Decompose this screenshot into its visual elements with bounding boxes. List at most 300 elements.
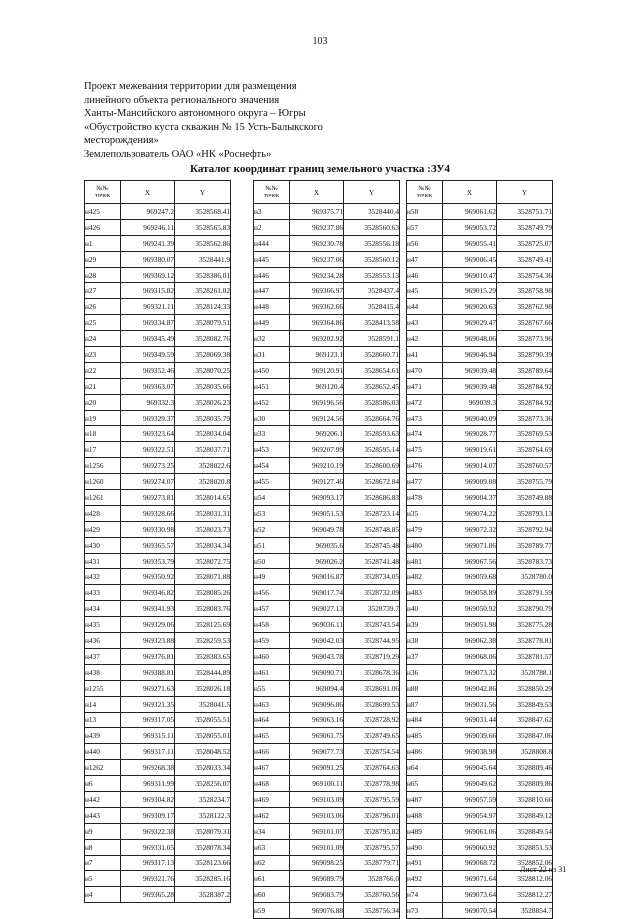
x-coordinate-cell: 969311.99 [121, 776, 175, 792]
x-coordinate-cell: 969068.72 [443, 855, 497, 871]
table-row [407, 331, 553, 347]
x-coordinate-cell: 969059.68 [443, 569, 497, 585]
point-name-cell: н460 [254, 648, 290, 664]
x-coordinate-cell: 969046.94 [443, 347, 497, 363]
point-name-cell: н447 [254, 283, 290, 299]
x-coordinate-cell: 969077.73 [290, 744, 344, 760]
point-name-cell: н452 [254, 394, 290, 410]
table-row [407, 744, 553, 760]
table-row [254, 410, 400, 426]
table-row [407, 442, 553, 458]
y-coordinate-cell: 3528755.79 [497, 474, 553, 490]
table-row [254, 474, 400, 490]
x-coordinate-cell: 969049.78 [290, 521, 344, 537]
y-coordinate-cell: 3528847.62 [497, 712, 553, 728]
x-coordinate-cell: 969230.78 [290, 235, 344, 251]
x-coordinate-cell: 969341.93 [121, 601, 175, 617]
table-row [254, 617, 400, 633]
table-row [85, 601, 231, 617]
point-name-cell: н32 [254, 331, 290, 347]
point-name-cell: н477 [407, 474, 443, 490]
header-line: Ханты-Мансийского автономного округа – Югры [84, 108, 306, 120]
x-coordinate-cell: 969363.07 [121, 378, 175, 394]
y-coordinate-cell: 3528809.86 [497, 776, 553, 792]
y-coordinate-cell: 3528591.1 [344, 331, 400, 347]
y-coordinate-cell: 3528743.54 [344, 617, 400, 633]
x-coordinate-cell: 969014.07 [443, 458, 497, 474]
table-row [407, 251, 553, 267]
table-row [85, 728, 231, 744]
table-row [254, 362, 400, 378]
x-coordinate-cell: 969202.92 [290, 331, 344, 347]
point-name-cell: н57 [407, 219, 443, 235]
y-coordinate-cell: 3528070.25 [175, 362, 231, 378]
table-row [407, 617, 553, 633]
x-coordinate-cell: 969015.29 [443, 283, 497, 299]
y-coordinate-cell: 3528562.86 [175, 235, 231, 251]
y-coordinate-cell: 3528082.76 [175, 331, 231, 347]
y-coordinate-cell: 3528760.57 [497, 458, 553, 474]
x-coordinate-cell: 969237.06 [290, 251, 344, 267]
y-coordinate-cell: 3528048.52 [175, 744, 231, 760]
y-coordinate-cell: 3528788.1 [497, 664, 553, 680]
x-coordinate-cell: 969317.13 [121, 855, 175, 871]
column-header-y: Y [175, 181, 231, 204]
point-name-cell: н14 [85, 696, 121, 712]
point-name-cell: н487 [407, 791, 443, 807]
x-coordinate-cell: 969061.06 [443, 823, 497, 839]
y-coordinate-cell: 3528660.71 [344, 347, 400, 363]
point-name-cell: н473 [407, 410, 443, 426]
point-name-cell: н4 [85, 887, 121, 903]
x-coordinate-cell: 969039.66 [443, 728, 497, 744]
point-name-cell: н467 [254, 760, 290, 776]
table-row [85, 442, 231, 458]
table-row [85, 569, 231, 585]
table-row [407, 521, 553, 537]
x-coordinate-cell: 969124.56 [290, 410, 344, 426]
y-coordinate-cell: 3528691.06 [344, 680, 400, 696]
table-row [254, 871, 400, 887]
point-name-cell: н492 [407, 871, 443, 887]
point-name-cell: н37 [407, 648, 443, 664]
y-coordinate-cell: 3528285.16 [175, 871, 231, 887]
point-name-cell: н3 [254, 204, 290, 220]
y-coordinate-cell: 3528020.8 [175, 474, 231, 490]
x-coordinate-cell: 969055.41 [443, 235, 497, 251]
coordinate-table-1 [84, 180, 231, 903]
y-coordinate-cell: 3528749.65 [344, 728, 400, 744]
point-name-cell: н30 [254, 410, 290, 426]
y-coordinate-cell: 3528779.71 [344, 855, 400, 871]
page-number: 103 [312, 36, 328, 47]
coordinate-table-3 [406, 180, 553, 919]
y-coordinate-cell: 3528795.59 [344, 791, 400, 807]
y-coordinate-cell: 3528784.92 [497, 394, 553, 410]
table-row [254, 633, 400, 649]
column-header-y: Y [344, 181, 400, 204]
table-row [254, 442, 400, 458]
y-coordinate-cell: 3528745.48 [344, 537, 400, 553]
x-coordinate-cell: 969098.25 [290, 855, 344, 871]
table-row [85, 744, 231, 760]
table-row [254, 267, 400, 283]
point-name-cell: н87 [407, 696, 443, 712]
y-coordinate-cell: 3528565.83 [175, 219, 231, 235]
table-row [254, 521, 400, 537]
table-row [254, 903, 400, 919]
x-coordinate-cell: 969096.86 [290, 696, 344, 712]
y-coordinate-cell: 3528792.94 [497, 521, 553, 537]
x-coordinate-cell: 969103.09 [290, 791, 344, 807]
y-coordinate-cell: 3528387.2 [175, 887, 231, 903]
column-header-point: №№ точек [85, 181, 121, 204]
y-coordinate-cell: 3528664.76 [344, 410, 400, 426]
point-name-cell: н474 [407, 426, 443, 442]
table-row [407, 315, 553, 331]
table-row [85, 490, 231, 506]
table-row [85, 458, 231, 474]
y-coordinate-cell: 3528078.34 [175, 839, 231, 855]
y-coordinate-cell: 3528055.01 [175, 728, 231, 744]
point-name-cell: н456 [254, 585, 290, 601]
x-coordinate-cell: 969120.4 [290, 378, 344, 394]
y-coordinate-cell: 3528760.56 [344, 887, 400, 903]
x-coordinate-cell: 969273.25 [121, 458, 175, 474]
y-coordinate-cell: 3528035.66 [175, 378, 231, 394]
x-coordinate-cell: 969346.82 [121, 585, 175, 601]
x-coordinate-cell: 969031.56 [443, 696, 497, 712]
x-coordinate-cell: 969053.72 [443, 219, 497, 235]
point-name-cell: н448 [254, 299, 290, 315]
x-coordinate-cell: 969271.63 [121, 680, 175, 696]
y-coordinate-cell: 3528026.18 [175, 680, 231, 696]
x-coordinate-cell: 969123.1 [290, 347, 344, 363]
table-row [407, 283, 553, 299]
point-name-cell: н429 [85, 521, 121, 537]
table-row [407, 823, 553, 839]
y-coordinate-cell: 3528553.13 [344, 267, 400, 283]
point-name-cell: н444 [254, 235, 290, 251]
point-name-cell: н470 [407, 362, 443, 378]
table-row [85, 807, 231, 823]
x-coordinate-cell: 969388.81 [121, 664, 175, 680]
table-row [85, 283, 231, 299]
x-coordinate-cell: 969323.64 [121, 426, 175, 442]
table-row [407, 791, 553, 807]
x-coordinate-cell: 969362.66 [290, 299, 344, 315]
x-coordinate-cell: 969366.97 [290, 283, 344, 299]
y-coordinate-cell: 3528783.73 [497, 553, 553, 569]
table-row [254, 426, 400, 442]
table-row [254, 331, 400, 347]
point-name-cell: н47 [407, 251, 443, 267]
x-coordinate-cell: 969072.32 [443, 521, 497, 537]
point-name-cell: н7 [85, 855, 121, 871]
point-name-cell: н28 [85, 267, 121, 283]
table-row [254, 219, 400, 235]
x-coordinate-cell: 969070.54 [443, 903, 497, 919]
table-row [254, 839, 400, 855]
table-row [254, 664, 400, 680]
x-coordinate-cell: 969352.46 [121, 362, 175, 378]
y-coordinate-cell: 3528812.27 [497, 887, 553, 903]
x-coordinate-cell: 969120.91 [290, 362, 344, 378]
table-row [254, 887, 400, 903]
point-name-cell: н31 [254, 347, 290, 363]
point-name-cell: н52 [254, 521, 290, 537]
table-row [407, 299, 553, 315]
table-row [407, 505, 553, 521]
point-name-cell: н33 [254, 426, 290, 442]
coordinate-table-2 [253, 180, 400, 919]
table-row [85, 474, 231, 490]
column-header-point: №№ точек [254, 181, 290, 204]
point-name-cell: н459 [254, 633, 290, 649]
x-coordinate-cell: 969268.38 [121, 760, 175, 776]
x-coordinate-cell: 969328.66 [121, 505, 175, 521]
table-row [254, 537, 400, 553]
document-header [84, 80, 444, 162]
table-row [254, 569, 400, 585]
point-name-cell: н425 [85, 204, 121, 220]
x-coordinate-cell: 969246.11 [121, 219, 175, 235]
y-coordinate-cell: 3528748.85 [344, 521, 400, 537]
y-coordinate-cell: 3528778.98 [344, 776, 400, 792]
y-coordinate-cell: 3528444.89 [175, 664, 231, 680]
table-row [407, 601, 553, 617]
y-coordinate-cell: 3528055.51 [175, 712, 231, 728]
x-coordinate-cell: 969042.03 [290, 633, 344, 649]
x-coordinate-cell: 969089.79 [290, 871, 344, 887]
point-name-cell: н63 [254, 839, 290, 855]
y-coordinate-cell: 3528085.26 [175, 585, 231, 601]
x-coordinate-cell: 969027.13 [290, 601, 344, 617]
point-name-cell: н475 [407, 442, 443, 458]
column-header-y: Y [497, 181, 553, 204]
table-row [254, 776, 400, 792]
point-name-cell: н439 [85, 728, 121, 744]
point-name-cell: н1 [85, 235, 121, 251]
x-coordinate-cell: 969010.47 [443, 267, 497, 283]
y-coordinate-cell: 3528769.53 [497, 426, 553, 442]
y-coordinate-cell: 3528383.65 [175, 648, 231, 664]
point-name-cell: н458 [254, 617, 290, 633]
y-coordinate-cell: 3528259.53 [175, 633, 231, 649]
x-coordinate-cell: 969241.39 [121, 235, 175, 251]
table-row [407, 537, 553, 553]
y-coordinate-cell: 3528739.7 [344, 601, 400, 617]
table-row [407, 807, 553, 823]
x-coordinate-cell: 969365.28 [121, 887, 175, 903]
point-name-cell: н453 [254, 442, 290, 458]
x-coordinate-cell: 969050.92 [443, 601, 497, 617]
y-coordinate-cell: 3528586.03 [344, 394, 400, 410]
x-coordinate-cell: 969068.06 [443, 648, 497, 664]
point-name-cell: н24 [85, 331, 121, 347]
table-row [407, 680, 553, 696]
x-coordinate-cell: 969067.56 [443, 553, 497, 569]
point-name-cell: н54 [254, 490, 290, 506]
y-coordinate-cell: 3528809.46 [497, 760, 553, 776]
y-coordinate-cell: 3528041.5 [175, 696, 231, 712]
y-coordinate-cell: 3528654.61 [344, 362, 400, 378]
point-name-cell: н462 [254, 807, 290, 823]
x-coordinate-cell: 969071.64 [443, 871, 497, 887]
x-coordinate-cell: 969304.82 [121, 791, 175, 807]
table-row [254, 712, 400, 728]
point-name-cell: н479 [407, 521, 443, 537]
x-coordinate-cell: 969349.59 [121, 347, 175, 363]
x-coordinate-cell: 969076.88 [290, 903, 344, 919]
y-coordinate-cell: 3528795.57 [344, 839, 400, 855]
catalog-caption: Каталог координат границ земельного участка :ЗУ4 [190, 163, 450, 175]
x-coordinate-cell: 969038.98 [443, 744, 497, 760]
table-row [254, 378, 400, 394]
table-row [85, 791, 231, 807]
table-row [254, 680, 400, 696]
y-coordinate-cell: 3528849.53 [497, 696, 553, 712]
table-row [254, 855, 400, 871]
y-coordinate-cell: 3528034.04 [175, 426, 231, 442]
point-name-cell: н491 [407, 855, 443, 871]
x-coordinate-cell: 969365.57 [121, 537, 175, 553]
x-coordinate-cell: 969315.11 [121, 728, 175, 744]
point-name-cell: н60 [254, 887, 290, 903]
y-coordinate-cell: 3528808.8 [497, 744, 553, 760]
point-name-cell: н34 [254, 823, 290, 839]
x-coordinate-cell: 969058.89 [443, 585, 497, 601]
point-name-cell: н49 [254, 569, 290, 585]
x-coordinate-cell: 969073.32 [443, 664, 497, 680]
point-name-cell: н1262 [85, 760, 121, 776]
y-coordinate-cell: 3528600.69 [344, 458, 400, 474]
x-coordinate-cell: 969376.81 [121, 648, 175, 664]
y-coordinate-cell: 3528744.95 [344, 633, 400, 649]
y-coordinate-cell: 3528441.9 [175, 251, 231, 267]
x-coordinate-cell: 969317.05 [121, 712, 175, 728]
table-row [254, 696, 400, 712]
x-coordinate-cell: 969063.16 [290, 712, 344, 728]
y-coordinate-cell: 3528125.69 [175, 617, 231, 633]
table-row [407, 553, 553, 569]
y-coordinate-cell: 3528593.63 [344, 426, 400, 442]
sheet-footer: Лист 22 из 31 [520, 865, 567, 874]
table-row [254, 235, 400, 251]
point-name-cell: н480 [407, 537, 443, 553]
table-row [407, 347, 553, 363]
y-coordinate-cell: 3528790.39 [497, 347, 553, 363]
point-name-cell: н482 [407, 569, 443, 585]
y-coordinate-cell: 3528083.76 [175, 601, 231, 617]
point-name-cell: н64 [407, 760, 443, 776]
table-row [85, 426, 231, 442]
point-name-cell: н471 [407, 378, 443, 394]
y-coordinate-cell: 3528560.12 [344, 251, 400, 267]
point-name-cell: н56 [407, 235, 443, 251]
table-row [407, 585, 553, 601]
header-line: Землепользователь ОАО «НК «Роснефть» [84, 148, 272, 160]
y-coordinate-cell: 3528071.88 [175, 569, 231, 585]
y-coordinate-cell: 3528791.59 [497, 585, 553, 601]
y-coordinate-cell: 3528022.6 [175, 458, 231, 474]
point-name-cell: н61 [254, 871, 290, 887]
x-coordinate-cell: 969100.11 [290, 776, 344, 792]
y-coordinate-cell: 3528758.98 [497, 283, 553, 299]
table-row [85, 394, 231, 410]
x-coordinate-cell: 969057.59 [443, 791, 497, 807]
table-row [407, 712, 553, 728]
x-coordinate-cell: 969039.3 [443, 394, 497, 410]
x-coordinate-cell: 969330.98 [121, 521, 175, 537]
table-row [407, 235, 553, 251]
table-row [85, 855, 231, 871]
y-coordinate-cell: 3528686.83 [344, 490, 400, 506]
table-row [254, 283, 400, 299]
y-coordinate-cell: 3528749.79 [497, 219, 553, 235]
y-coordinate-cell: 3528699.53 [344, 696, 400, 712]
point-name-cell: н5 [85, 871, 121, 887]
y-coordinate-cell: 3528790.79 [497, 601, 553, 617]
table-row [85, 235, 231, 251]
x-coordinate-cell: 969062.38 [443, 633, 497, 649]
x-coordinate-cell: 969043.78 [290, 648, 344, 664]
point-name-cell: н481 [407, 553, 443, 569]
point-name-cell: н451 [254, 378, 290, 394]
point-name-cell: н25 [85, 315, 121, 331]
table-row [85, 331, 231, 347]
point-name-cell: н438 [85, 664, 121, 680]
point-name-cell: н485 [407, 728, 443, 744]
table-row [85, 505, 231, 521]
point-name-cell: н426 [85, 219, 121, 235]
point-name-cell: н450 [254, 362, 290, 378]
column-header-point: №№ точек [407, 181, 443, 204]
y-coordinate-cell: 3528072.75 [175, 553, 231, 569]
x-coordinate-cell: 969353.79 [121, 553, 175, 569]
table-row [85, 712, 231, 728]
y-coordinate-cell: 3528849.12 [497, 807, 553, 823]
point-name-cell: н19 [85, 410, 121, 426]
x-coordinate-cell: 969094.4 [290, 680, 344, 696]
table-row [407, 219, 553, 235]
point-name-cell: н430 [85, 537, 121, 553]
point-name-cell: н446 [254, 267, 290, 283]
table-row [85, 633, 231, 649]
header-line: линейного объекта регионального значения [84, 94, 280, 106]
x-coordinate-cell: 969026.2 [290, 553, 344, 569]
y-coordinate-cell: 3528672.84 [344, 474, 400, 490]
table-row [254, 505, 400, 521]
table-row [407, 490, 553, 506]
table-row [254, 490, 400, 506]
y-coordinate-cell: 3528754.54 [344, 744, 400, 760]
point-name-cell: н490 [407, 839, 443, 855]
table-row [254, 204, 400, 220]
x-coordinate-cell: 969049.62 [443, 776, 497, 792]
y-coordinate-cell: 3528775.28 [497, 617, 553, 633]
y-coordinate-cell: 3528795.82 [344, 823, 400, 839]
point-name-cell: н17 [85, 442, 121, 458]
x-coordinate-cell: 969273.81 [121, 490, 175, 506]
point-name-cell: н449 [254, 315, 290, 331]
point-name-cell: н88 [407, 680, 443, 696]
x-coordinate-cell: 969060.92 [443, 839, 497, 855]
table-row [407, 696, 553, 712]
x-coordinate-cell: 969274.07 [121, 474, 175, 490]
table-row [85, 839, 231, 855]
column-header-x: X [121, 181, 175, 204]
